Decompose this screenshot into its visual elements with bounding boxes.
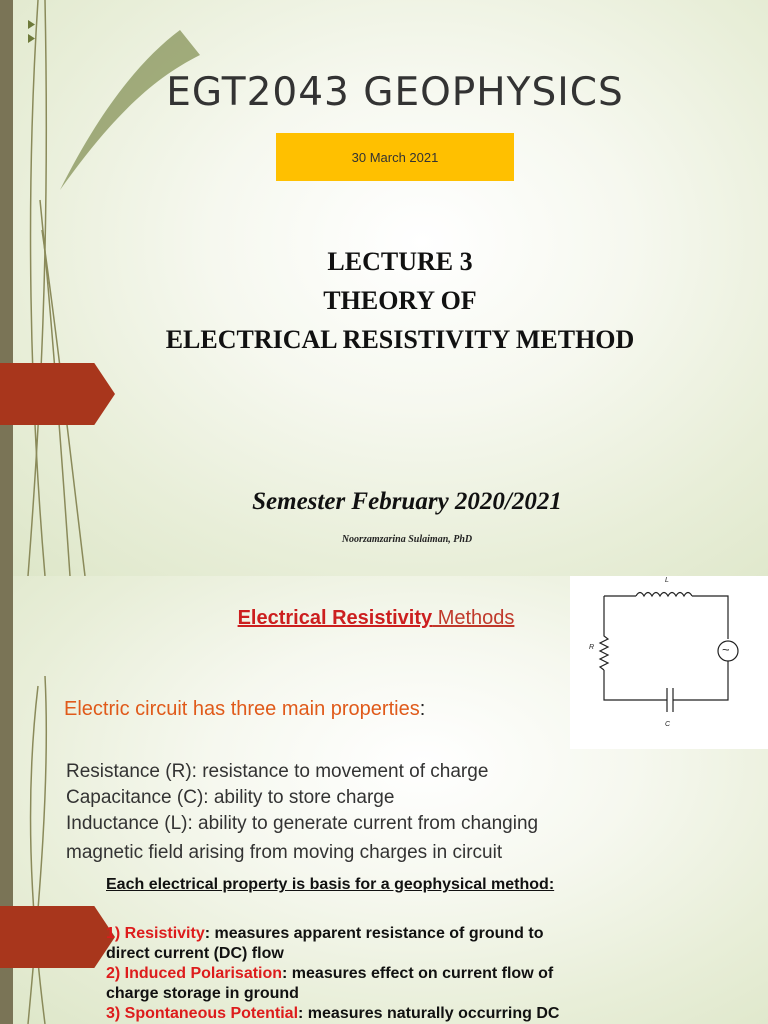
properties-heading: [64, 698, 425, 721]
basis-statement: Each electrical property is basis for a geophysical method:: [106, 876, 555, 893]
method-name: 1) Resistivity: [106, 925, 205, 942]
red-accent-tab: [0, 363, 115, 425]
resistor-label: R: [589, 644, 595, 651]
property-item: Inductance (L): ability to generate current from changing: [66, 813, 539, 834]
lecture-line: ELECTRICAL RESISTIVITY METHOD: [165, 325, 635, 354]
method-item-cont: charge storage in ground: [106, 985, 299, 1002]
capacitor-label: C: [665, 721, 671, 728]
properties-heading-colon: :: [419, 698, 426, 720]
date-box: [276, 133, 514, 181]
methods-list: [106, 924, 559, 1024]
lecture-title: [0, 242, 768, 359]
semester-text: Semester February 2020/2021: [252, 488, 562, 515]
method-name: 2) Induced Polarisation: [106, 965, 283, 982]
method-name: 3) Spontaneous Potential: [106, 1005, 299, 1022]
heading-highlight: Electrical Resistivity: [237, 607, 433, 629]
section-heading: [0, 607, 752, 630]
method-item-cont: direct current (DC) flow: [106, 945, 284, 962]
method-desc: : measures effect on current flow of: [282, 965, 554, 982]
inductor-label: L: [665, 577, 669, 584]
method-item: [106, 924, 559, 944]
property-item: Resistance (R): resistance to movement of charge: [66, 761, 489, 782]
lecture-line: LECTURE 3: [327, 247, 473, 276]
content-slide: [0, 576, 768, 1024]
properties-list: [66, 759, 538, 866]
date-text: 30 March 2021: [351, 149, 439, 165]
ac-source-symbol: ~: [722, 642, 730, 657]
property-item: magnetic field arising from moving charges in circuit: [66, 842, 503, 863]
method-desc: : measures apparent resistance of ground to: [204, 925, 544, 942]
red-accent-tab: [0, 906, 115, 968]
method-item: [106, 964, 559, 984]
method-desc: : measures naturally occurring DC: [298, 1005, 560, 1022]
properties-heading-text: Electric circuit has three main properties: [64, 698, 420, 720]
lecture-line: THEORY OF: [323, 286, 477, 315]
author-name: Noorzamzarina Sulaiman, PhD: [341, 534, 473, 545]
heading-rest: Methods: [432, 607, 515, 629]
method-item: [106, 1004, 559, 1024]
slide-title: EGT2043 GEOPHYSICS: [166, 70, 624, 115]
circuit-diagram: [570, 576, 768, 749]
property-item: Capacitance (C): ability to store charge: [66, 787, 395, 808]
